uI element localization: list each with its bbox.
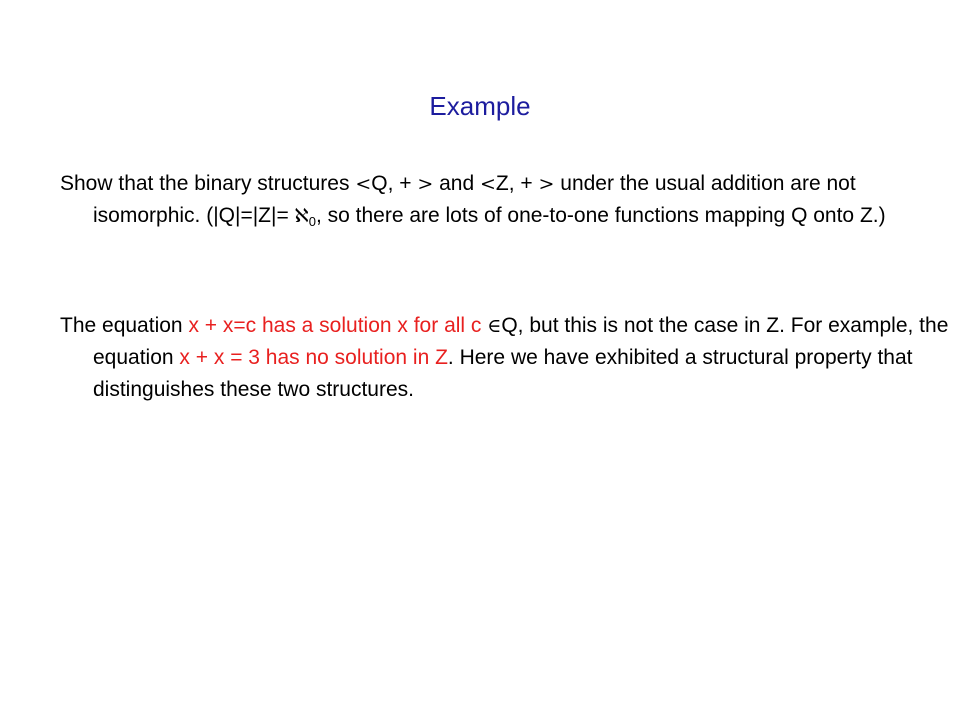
element-of-symbol: ∈ [487,315,502,337]
p2-highlight-1: x + x=c has a solution x for all c [188,314,488,337]
aleph-symbol: ℵ [294,205,309,227]
p1-text-3: and [433,172,480,195]
paragraph-structural-property [60,310,953,406]
aleph-subscript: 0 [308,214,316,229]
right-angle-symbol: > [538,173,555,195]
right-angle-symbol: > [417,173,434,195]
left-angle-symbol: < [479,173,496,195]
p1-text-5: under the usual addition are not isomorphic. (|Q|=|Z|= [93,172,856,227]
p2-text-1: The equation [60,314,189,337]
slide-title: Example [429,91,531,121]
left-angle-symbol: < [355,173,372,195]
paragraph-isomorphism-question [60,168,953,232]
p2-text-2: Q, but this is not the case in Z. For example, the equation [93,314,949,369]
p1-text-1: Show that the binary structures [60,172,356,195]
p1-text-6: , so there are lots of one-to-one functions mapping Q onto Z.) [315,204,886,227]
p2-text-3: . Here we have exhibited a structural property that distinguishes these two structures. [93,346,913,401]
p2-highlight-2: x + x = 3 has no solution in Z [179,346,448,369]
p1-text-4: Z, + [495,172,539,195]
p1-text-2: Q, + [371,172,418,195]
